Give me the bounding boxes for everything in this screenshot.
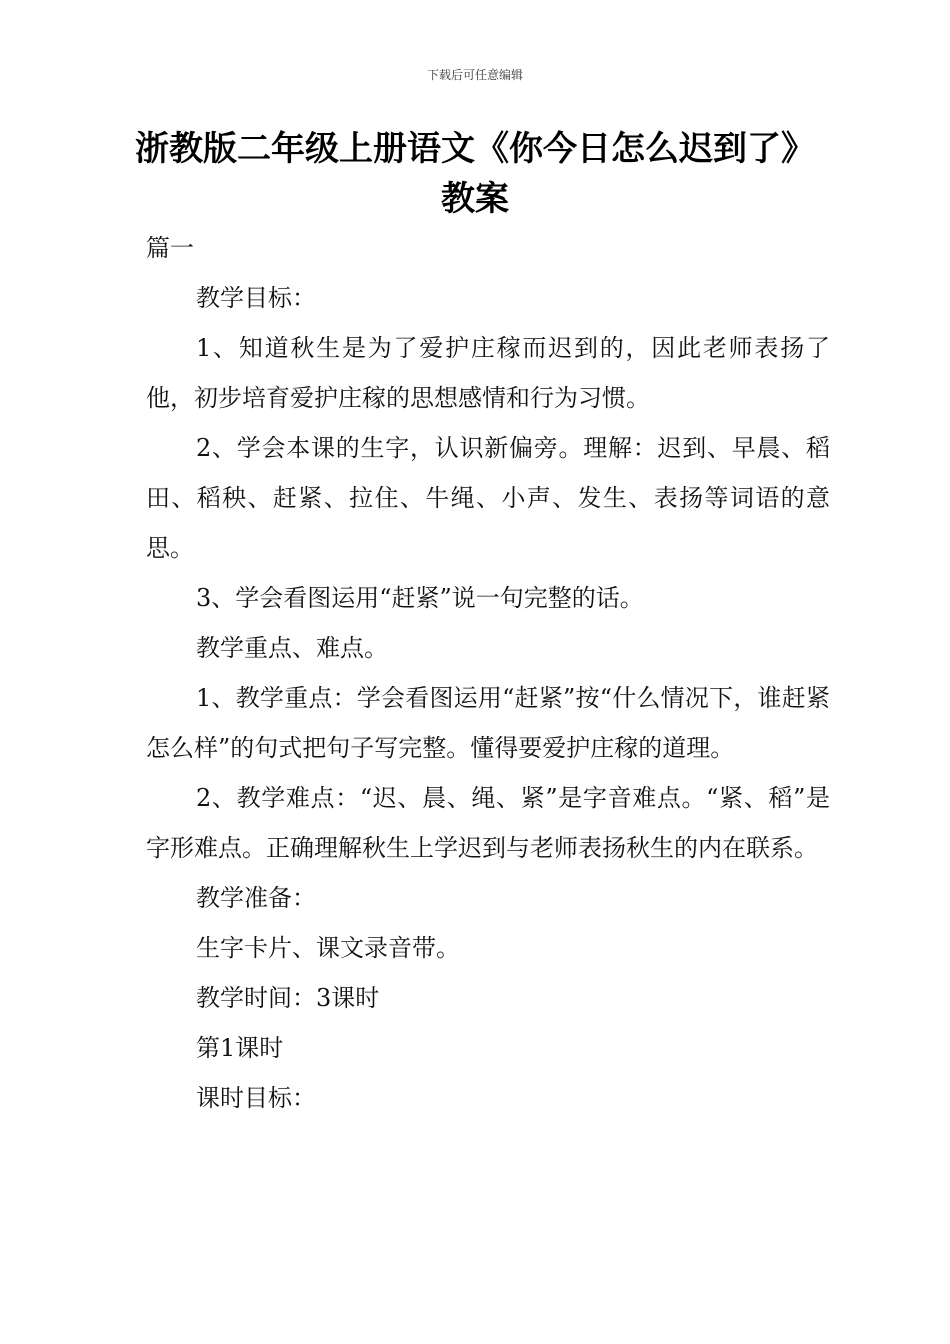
paragraph: 第1课时 (196, 1034, 284, 1062)
paragraph: 1、教学重点：学会看图运用“赶紧”按“什么情况下，谁赶紧怎么样”的句式把句子写完整。懂得要爱护庄稼的道理。 (146, 684, 830, 762)
paragraph: 教学准备： (196, 884, 316, 912)
document-title: 浙教版二年级上册语文《你今日怎么迟到了》教案 (135, 129, 815, 219)
paragraph: 教学时间：3课时 (196, 984, 380, 1012)
paragraph: 课时目标： (196, 1084, 316, 1112)
paragraph: 教学目标： (196, 284, 316, 312)
paragraph: 3、学会看图运用“赶紧”说一句完整的话。 (196, 584, 644, 612)
document-body (146, 223, 830, 1123)
section-heading: 篇一 (146, 234, 194, 262)
paragraph: 生字卡片、课文录音带。 (196, 934, 460, 962)
paragraph: 教学重点、难点。 (196, 634, 388, 662)
header-note: 下载后可任意编辑 (426, 68, 523, 82)
paragraph: 1、知道秋生是为了爱护庄稼而迟到的，因此老师表扬了他，初步培育爱护庄稼的思想感情和行为习惯。 (146, 334, 830, 412)
paragraph: 2、教学难点：“迟、晨、绳、紧”是字音难点。“紧、稻”是字形难点。正确理解秋生上学迟到与老师表扬秋生的内在联系。 (146, 784, 830, 862)
paragraph: 2、学会本课的生字，认识新偏旁。理解：迟到、早晨、稻田、稻秧、赶紧、拉住、牛绳、小声、发生、表扬等词语的意思。 (146, 434, 830, 562)
